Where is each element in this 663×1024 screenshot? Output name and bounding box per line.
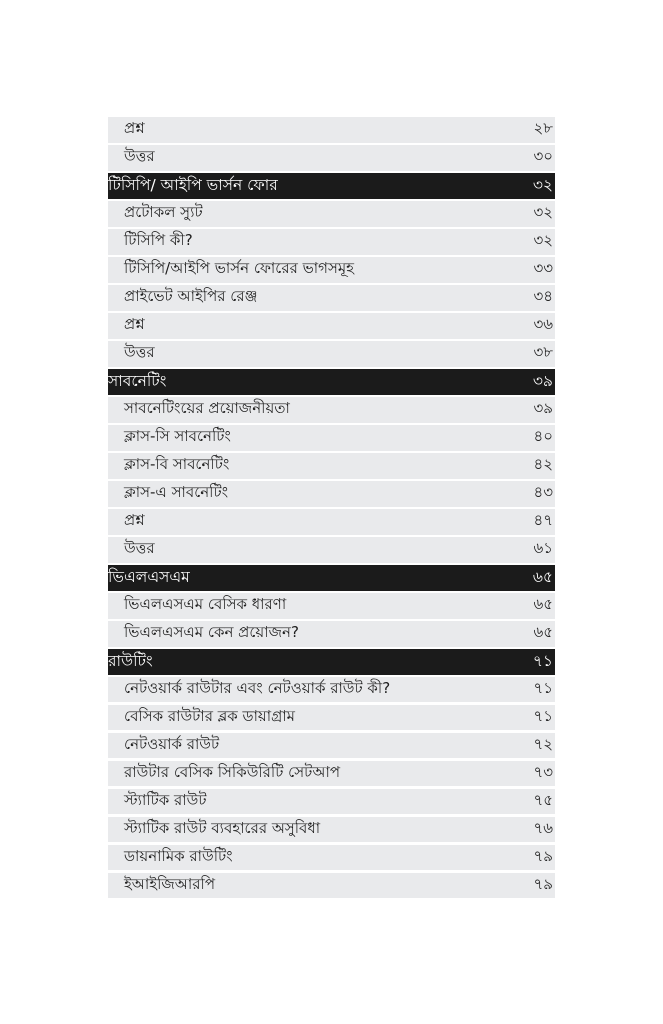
toc-entry-page: ৪৭: [533, 511, 553, 530]
toc-entry-title: উত্তর: [124, 147, 155, 166]
toc-entry-page: ৭৫: [533, 791, 553, 810]
toc-entry[interactable]: [108, 201, 555, 227]
toc-entry-page: ৭৬: [533, 819, 553, 837]
toc-entry[interactable]: [108, 537, 555, 563]
toc-entry-page: ৬৫: [533, 595, 553, 614]
toc-entry-page: ৪৩: [533, 483, 553, 502]
toc-entry-title: ইআইজিআরপি: [124, 874, 216, 893]
toc-section-header[interactable]: [108, 173, 555, 199]
toc-entry[interactable]: [108, 257, 555, 283]
toc-entry-page: ৩৪: [533, 287, 553, 306]
toc-entry-title: টিসিপি কী?: [124, 231, 193, 250]
toc-entry[interactable]: [108, 733, 555, 759]
toc-entry-title: উত্তর: [124, 539, 155, 558]
toc-entry[interactable]: [108, 817, 555, 843]
toc-entry-title: প্রশ্ন: [124, 119, 145, 138]
toc-entry[interactable]: [108, 677, 555, 703]
toc-entry[interactable]: [108, 845, 555, 871]
toc-entry[interactable]: [108, 229, 555, 255]
toc-entry[interactable]: [108, 425, 555, 451]
toc-entry-page: ৪২: [533, 455, 553, 474]
toc-entry[interactable]: [108, 509, 555, 535]
toc-entry[interactable]: [108, 761, 555, 787]
toc-entry-title: বেসিক রাউটার ব্লক ডায়াগ্রাম: [124, 707, 296, 726]
toc-entry-page: ৬৫: [533, 623, 553, 642]
toc-entry-page: ৭২: [533, 735, 553, 754]
toc-section-title: রাউটিং: [108, 651, 153, 670]
toc-entry-page: ৭৩: [533, 763, 553, 782]
toc-entry[interactable]: [108, 481, 555, 507]
toc-entry[interactable]: [108, 789, 555, 815]
toc-entry-title: নেটওয়ার্ক রাউট: [124, 735, 220, 754]
toc-section-title: সাবনেটিং: [108, 371, 167, 390]
toc-entry-page: ৩২: [533, 231, 553, 250]
toc-entry[interactable]: [108, 145, 555, 171]
toc-entry-title: নেটওয়ার্ক রাউটার এবং নেটওয়ার্ক রাউট কী?: [124, 679, 391, 698]
toc-entry[interactable]: [108, 453, 555, 479]
toc-entry-page: ৩৯: [533, 399, 553, 418]
toc-entry[interactable]: [108, 593, 555, 619]
toc-entry-title: প্রটোকল স্যুট: [124, 203, 203, 222]
toc-entry-page: ৭৯: [533, 846, 553, 865]
toc-entry-page: ৩৬: [533, 315, 553, 334]
toc-entry-page: ৭৯: [533, 874, 553, 893]
toc-entry-title: প্রাইভেট আইপির রেঞ্জ: [124, 287, 258, 306]
toc-entry-page: ৭১: [533, 679, 553, 698]
toc-section-header[interactable]: [108, 369, 555, 395]
toc-entry-title: সাবনেটিংয়ের প্রয়োজনীয়তা: [124, 399, 290, 418]
toc-section-page: ৩২: [532, 175, 553, 194]
toc-section-page: ৬৫: [532, 567, 553, 586]
toc-entry-page: ৩২: [533, 203, 553, 222]
toc-entry-title: প্রশ্ন: [124, 315, 145, 334]
toc-entry-title: ক্লাস-এ সাবনেটিং: [124, 483, 229, 502]
toc-entry-title: স্ট্যাটিক রাউট ব্যবহারের অসুবিধা: [124, 819, 321, 837]
toc-entry-page: ৩০: [533, 147, 553, 166]
toc-entry[interactable]: [108, 397, 555, 423]
toc-entry-title: ভিএলএসএম কেন প্রয়োজন?: [124, 623, 299, 642]
toc-entry[interactable]: [108, 873, 555, 899]
toc-entry-page: ৩৮: [533, 343, 553, 362]
table-of-contents: [108, 117, 555, 901]
toc-section-title: ভিএলএসএম: [108, 567, 190, 586]
toc-entry-page: ২৮: [533, 119, 553, 138]
toc-entry-title: ক্লাস-সি সাবনেটিং: [124, 427, 231, 446]
toc-entry[interactable]: [108, 705, 555, 731]
toc-entry[interactable]: [108, 285, 555, 311]
toc-entry-title: টিসিপি/আইপি ভার্সন ফোরের ভাগসমূহ: [124, 259, 355, 278]
toc-entry-title: প্রশ্ন: [124, 511, 145, 530]
toc-section-title: টিসিপি/ আইপি ভার্সন ফোর: [108, 175, 278, 194]
toc-section-header[interactable]: [108, 649, 555, 675]
toc-section-page: ৩৯: [532, 371, 553, 390]
toc-entry-page: ৬১: [533, 539, 553, 558]
toc-section-header[interactable]: [108, 565, 555, 591]
toc-entry[interactable]: [108, 117, 555, 143]
toc-entry-title: ডায়নামিক রাউটিং: [124, 846, 233, 865]
toc-entry-title: রাউটার বেসিক সিকিউরিটি সেটআপ: [124, 763, 341, 782]
toc-entry-page: ৪০: [533, 427, 553, 446]
toc-entry[interactable]: [108, 313, 555, 339]
toc-entry-title: স্ট্যাটিক রাউট: [124, 791, 207, 810]
toc-entry[interactable]: [108, 341, 555, 367]
toc-entry-page: ৭১: [533, 707, 553, 726]
toc-entry-title: ভিএলএসএম বেসিক ধারণা: [124, 595, 287, 614]
toc-section-page: ৭১: [532, 651, 553, 670]
toc-entry-page: ৩৩: [533, 259, 553, 278]
toc-entry-title: ক্লাস-বি সাবনেটিং: [124, 455, 230, 474]
toc-entry[interactable]: [108, 621, 555, 647]
toc-entry-title: উত্তর: [124, 343, 155, 362]
